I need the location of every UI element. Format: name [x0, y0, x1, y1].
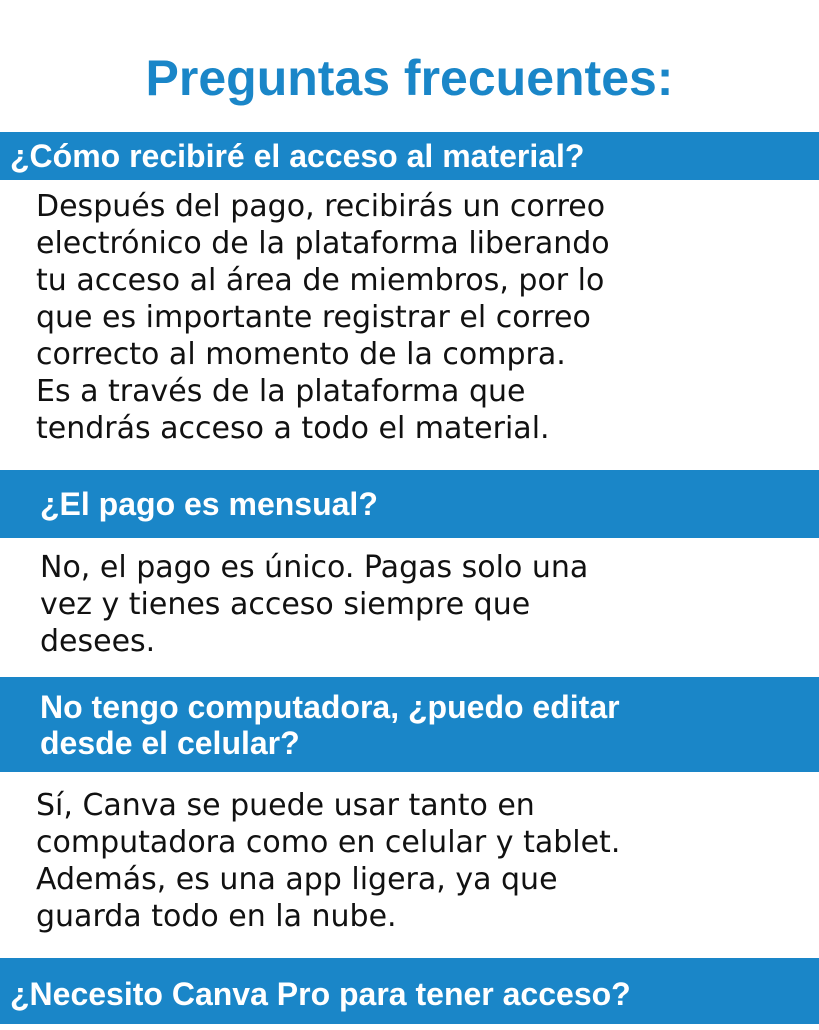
faq-answer-mobile: Sí, Canva se puede usar tanto en computadora como en celular y tablet. Además, es una app ligera, ya que guarda todo en la nube.: [36, 788, 621, 934]
faq-answer-payment: No, el pago es único. Pagas solo una vez y tienes acceso siempre que desees.: [40, 550, 589, 659]
faq-answer-access: Después del pago, recibirás un correo electrónico de la plataforma liberando tu acceso al área de miembros, por lo que es importante registrar el correo correcto al momento de la compra. Es a través de la plataforma que tendrás acceso a todo el material.: [36, 189, 610, 446]
faq-question-canva-pro: ¿Necesito Canva Pro para tener acceso?: [0, 958, 819, 1024]
faq-question-mobile: No tengo computadora, ¿puedo editar desde el celular?: [0, 677, 819, 772]
page-title: Preguntas frecuentes:: [145, 50, 674, 106]
faq-question-payment: ¿El pago es mensual?: [0, 470, 819, 538]
faq-question-access: ¿Cómo recibiré el acceso al material?: [0, 132, 819, 180]
